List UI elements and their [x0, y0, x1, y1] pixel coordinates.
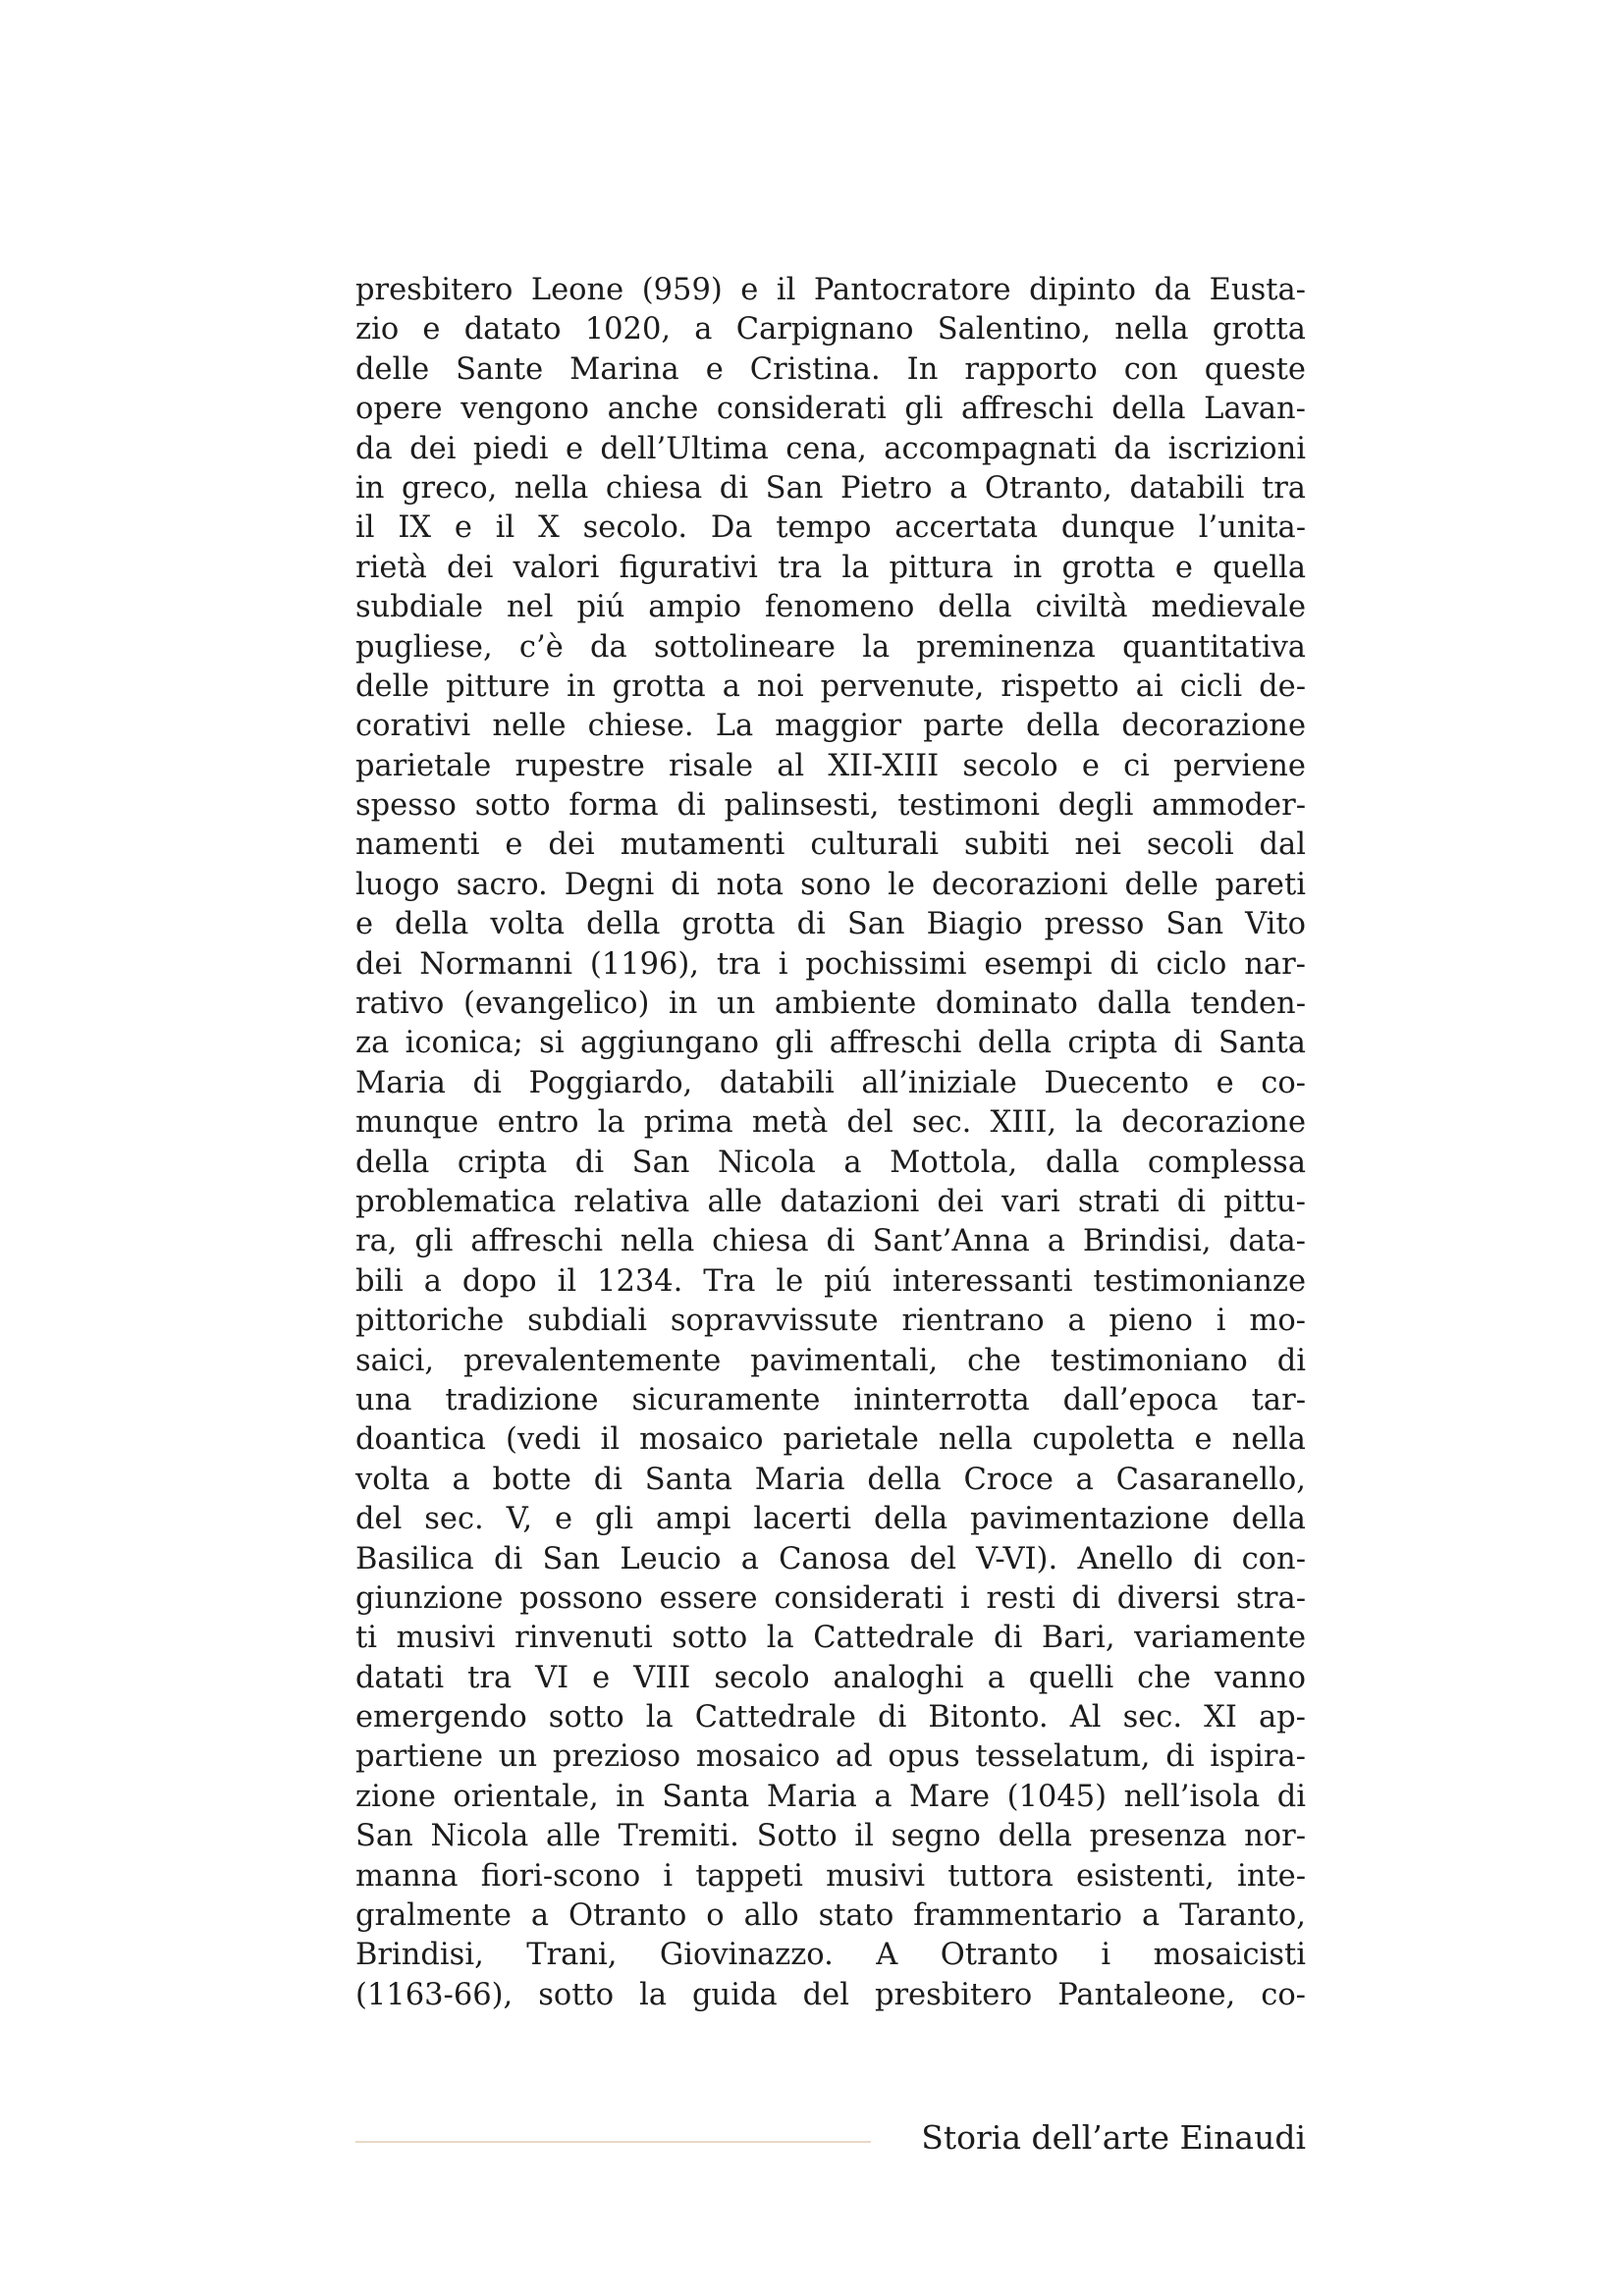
text-line: luogo sacro. Degni di nota sono le decorazioni delle pareti [355, 867, 1306, 902]
text-line: rietà dei valori figurativi tra la pittura in grotta e quella [355, 550, 1306, 585]
text-line: zio e datato 1020, a Carpignano Salentino, nella grotta [355, 312, 1306, 347]
text-line: delle Sante Marina e Cristina. In rapporto con queste [355, 351, 1306, 387]
body-text [355, 271, 1306, 2015]
text-line: Maria di Poggiardo, databili all’iniziale Duecento e co- [355, 1065, 1306, 1100]
text-line: subdiale nel piú ampio fenomeno della civiltà medievale [355, 590, 1306, 625]
text-line: manna fiori-scono i tappeti musivi tuttora esistenti, inte- [355, 1858, 1306, 1894]
text-line: namenti e dei mutamenti culturali subiti nei secoli dal [355, 828, 1306, 863]
text-line: e della volta della grotta di San Biagio presso San Vito [355, 907, 1306, 942]
text-line: doantica (vedi il mosaico parietale nella cupoletta e nella [355, 1422, 1306, 1458]
text-line: una tradizione sicuramente ininterrotta dall’epoca tar- [355, 1382, 1306, 1417]
text-line: dei Normanni (1196), tra i pochissimi esempi di ciclo nar- [355, 946, 1306, 982]
text-line: ti musivi rinvenuti sotto la Cattedrale di Bari, variamente [355, 1621, 1306, 1656]
text-line: (1163-66), sotto la guida del presbitero Pantaleone, co- [355, 1977, 1306, 2012]
text-line: presbitero Leone (959) e il Pantocratore dipinto da Eusta- [355, 273, 1306, 307]
text-line: saici, prevalentemente pavimentali, che testimoniano di [355, 1343, 1306, 1378]
text-line: emergendo sotto la Cattedrale di Bitonto. Al sec. XI ap- [355, 1700, 1306, 1735]
text-line: il IX e il X secolo. Da tempo accertata dunque l’unita- [355, 510, 1306, 546]
text-line: partiene un prezioso mosaico ad opus tesselatum, di ispira- [355, 1739, 1306, 1775]
text-line: pittoriche subdiali sopravvissute rientrano a pieno i mo- [355, 1304, 1306, 1339]
text-line: San Nicola alle Tremiti. Sotto il segno della presenza nor- [355, 1819, 1306, 1854]
text-line: munque entro la prima metà del sec. XIII, la decorazione [355, 1105, 1306, 1141]
text-line: Brindisi, Trani, Giovinazzo. A Otranto i mosaicisti [355, 1938, 1306, 1973]
text-line: spesso sotto forma di palinsesti, testimoni degli ammoder- [355, 788, 1306, 824]
text-line: bili a dopo il 1234. Tra le piú interessanti testimonianze [355, 1263, 1306, 1299]
text-line: rativo (evangelico) in un ambiente dominato dalla tenden- [355, 987, 1306, 1022]
text-line: opere vengono anche considerati gli affreschi della Lavan- [355, 392, 1306, 427]
text-line: Basilica di San Leucio a Canosa del V-VI). Anello di con- [355, 1541, 1306, 1576]
text-line: corativi nelle chiese. La maggior parte della decorazione [355, 709, 1306, 744]
text-line: giunzione possono essere considerati i resti di diversi stra- [355, 1580, 1306, 1616]
text-line: in greco, nella chiesa di San Pietro a Otranto, databili tra [355, 470, 1306, 506]
text-line: zione orientale, in Santa Maria a Mare (1045) nell’isola di [355, 1779, 1306, 1814]
text-line: volta a botte di Santa Maria della Croce a Casaranello, [355, 1462, 1306, 1497]
text-line: parietale rupestre risale al XII-XIII secolo e ci perviene [355, 748, 1306, 783]
text-line: pugliese, c’è da sottolineare la preminenza quantitativa [355, 629, 1306, 665]
text-line: gralmente a Otranto o allo stato frammentario a Taranto, [355, 1898, 1306, 1934]
text-line: da dei piedi e dell’Ultima cena, accompagnati da iscrizioni [355, 431, 1306, 466]
text-line: datati tra VI e VIII secolo analoghi a quelli che vanno [355, 1660, 1306, 1695]
text-line: delle pitture in grotta a noi pervenute, rispetto ai cicli de- [355, 668, 1306, 704]
text-line: ra, gli affreschi nella chiesa di Sant’Anna a Brindisi, data- [355, 1224, 1306, 1259]
text-line: za iconica; si aggiungano gli affreschi della cripta di Santa [355, 1026, 1306, 1061]
footer-title: Storia dell’arte Einaudi [921, 2118, 1306, 2157]
text-line: problematica relativa alle datazioni dei vari strati di pittu- [355, 1184, 1306, 1219]
text-line: del sec. V, e gli ampi lacerti della pavimentazione della [355, 1502, 1306, 1537]
text-line: della cripta di San Nicola a Mottola, dalla complessa [355, 1145, 1306, 1180]
footer-rule [355, 2141, 871, 2143]
